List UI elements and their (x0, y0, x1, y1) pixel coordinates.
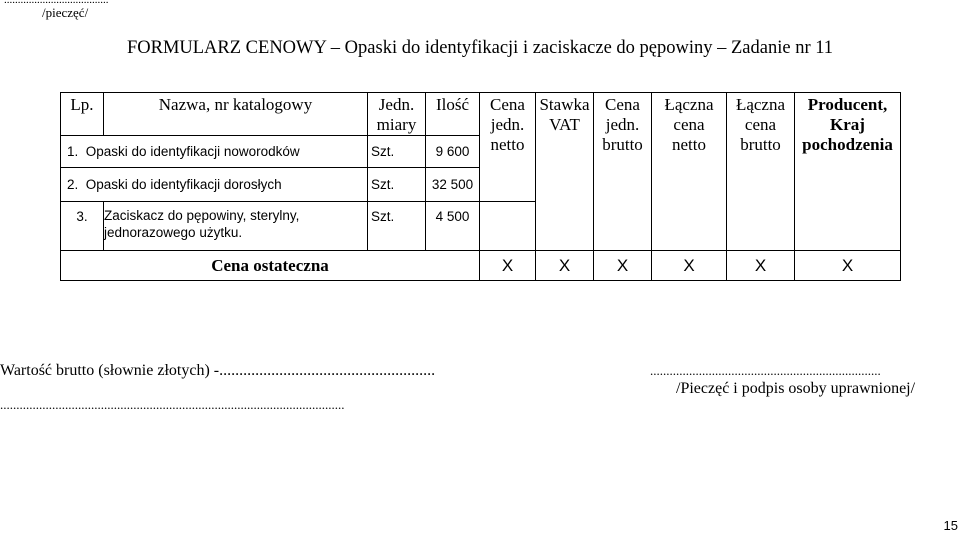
value-in-words-dots: .......................................................................................................... (0, 397, 345, 412)
row-2-unit: Szt. (368, 168, 426, 202)
value-in-words-line: Wartość brutto (słownie złotych) -...................................................... (0, 362, 436, 379)
row-1-name: 1. Opaski do identyfikacji noworodków (61, 136, 368, 168)
header-nazwa: Nazwa, nr katalogowy (104, 93, 368, 136)
header-ilosc: Ilość (426, 93, 480, 136)
row-1-qty: 9 600 (426, 136, 480, 168)
header-cena-jedn-brutto: Cena jedn. brutto (594, 93, 652, 251)
page-number: 15 (943, 518, 958, 533)
row-3-lp: 3. (61, 202, 104, 251)
final-x-cena-brutto: X (594, 251, 652, 281)
row-3-name: Zaciskacz do pępowiny, sterylny, jednorazowego użytku. (104, 202, 368, 251)
final-x-vat: X (536, 251, 594, 281)
header-stawka-vat: Stawka VAT (536, 93, 594, 251)
stamp-dots: ...................................... (4, 0, 109, 6)
page-title: FORMULARZ CENOWY – Opaski do identyfikacji i zaciskacze do pępowiny – Zadanie nr 11 (126, 38, 834, 58)
row-3-qty: 4 500 (426, 202, 480, 251)
row-2-name: 2. Opaski do identyfikacji dorosłych (61, 168, 368, 202)
header-laczna-cena-netto: Łączna cena netto (652, 93, 727, 251)
header-row (61, 93, 901, 136)
final-price-label: Cena ostateczna (61, 251, 480, 281)
signature-dots: ....................................................................... (650, 363, 881, 378)
header-cena-jedn-netto: Cena jedn. netto (480, 93, 536, 202)
row-3-cena-netto (480, 202, 536, 251)
price-form-table (60, 92, 901, 281)
final-x-laczna-netto: X (652, 251, 727, 281)
final-x-cena-netto: X (480, 251, 536, 281)
final-x-laczna-brutto: X (727, 251, 795, 281)
row-2-qty: 32 500 (426, 168, 480, 202)
header-laczna-cena-brutto: Łączna cena brutto (727, 93, 795, 251)
header-lp: Lp. (61, 93, 104, 136)
final-x-producent: X (795, 251, 901, 281)
final-price-row (61, 251, 901, 281)
signature-label: /Pieczęć i podpis osoby uprawnionej/ (676, 380, 916, 397)
header-producent: Producent, Kraj pochodzenia (795, 93, 901, 251)
header-jedn-miary: Jedn. miary (368, 93, 426, 136)
row-3-unit: Szt. (368, 202, 426, 251)
stamp-label: /pieczęć/ (42, 5, 89, 20)
row-1-unit: Szt. (368, 136, 426, 168)
